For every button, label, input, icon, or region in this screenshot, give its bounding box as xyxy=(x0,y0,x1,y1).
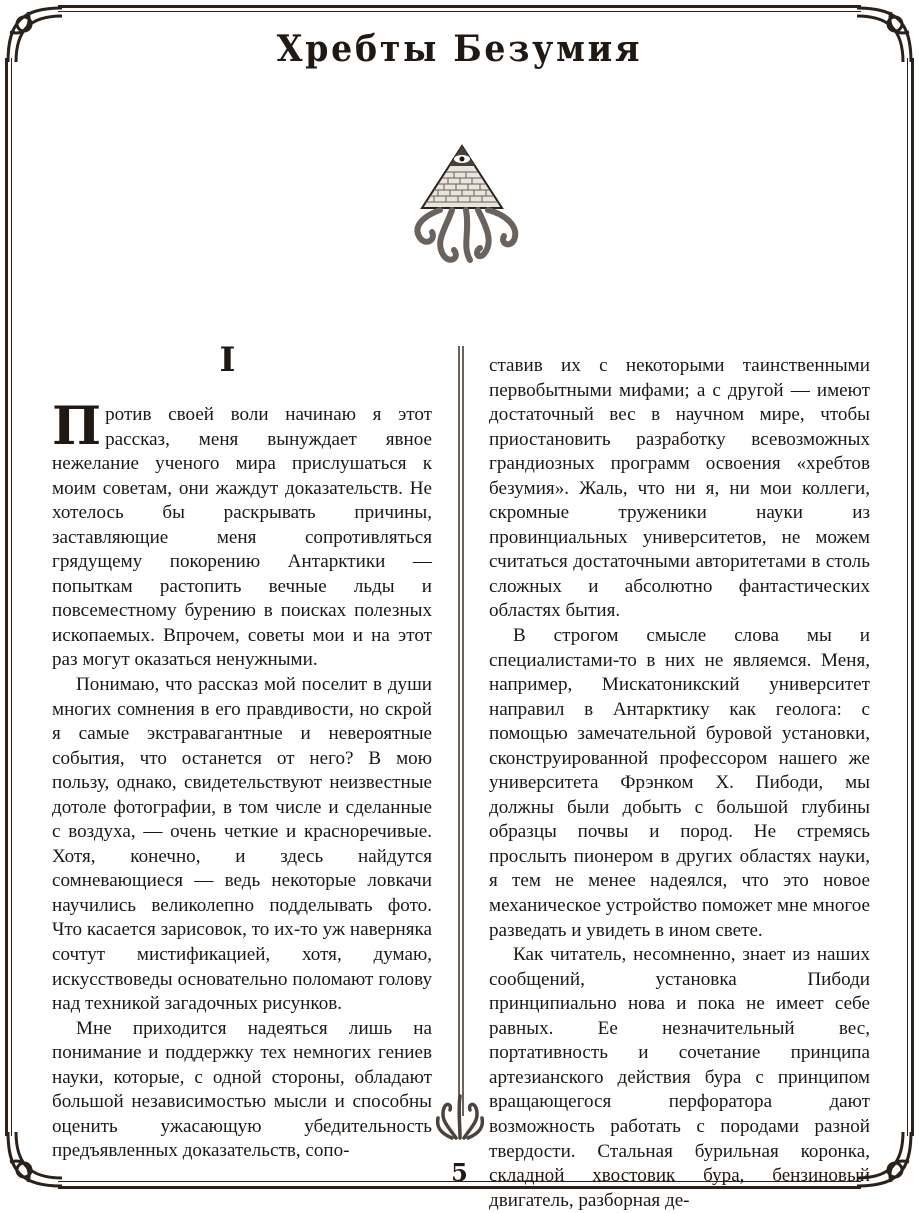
paragraph: Как читатель, несомненно, знает из наших сообщений, установка Пибоди принципиально нова и пока не имеет себе равных. Ее незначительный вес, портативность и сочетание принципа артезианского действия бура с принципом вращающегося перфоратора дают возможность работать с породами разной твердости. Стальная бурильная коронка, складной хвостовик бура, бензиновый двигатель, разборная де- xyxy=(489,944,870,1211)
chapter-number: I xyxy=(219,340,236,380)
paragraph: ставив их с некоторыми таинственными первобытными мифами; а с другой — имеют достаточный вес в научном мире, чтобы приостановить разработку всевозможных грандиозных программ освоения «хребтов безумия». Жаль, что ни я, ни мои коллеги, скромные труженики науки из провинциальных университетов, не можем считаться достаточными авторитетами в столь сложных и абсолютно фантастических областях бытия. xyxy=(489,355,870,622)
tentacles-ornament-icon xyxy=(434,1090,486,1140)
paragraph: Понимаю, что рассказ мой поселит в души многих сомнения в его правдивости, но скрой я самые экстравагантные и невероятные события, что останется от него? В мою пользу, однако, свидетельствуют неизвестные дотоле фотографии, в том числе и сделанные с воздуха, — очень четкие и красноречивые. Хотя, конечно, и здесь найдутся сомневающиеся — ведь некоторые ловкачи научились великолепно подделывать фото. Что касается зарисовок, то их-то уж наверняка сочтут мистификацией, хотя, думаю, искусствоведы основательно поломают голову над техникой загадочных рисунков. xyxy=(52,674,432,1015)
book-title: Хребты Безумия xyxy=(276,28,643,70)
frame-right-inner xyxy=(907,58,908,1136)
drop-cap: П xyxy=(52,396,102,457)
paragraph xyxy=(52,396,432,673)
paragraph: Мне приходится надеяться лишь на понимание и поддержку тех немногих гениев науки, которые, с одной стороны, обладают большой независимостью мысли и способны оценить ужасающую убедительность предъявленных доказательств, сопо- xyxy=(52,1017,432,1162)
left-column xyxy=(52,396,432,1164)
frame-left-outer xyxy=(5,58,8,1136)
paragraph: В строгом смысле слова мы и специалистами-то в них не являемся. Меня, например, Мискатоникский университет направил в Антарктику как геолога: с помощью замечательной буровой установки, сконструированной профессором нашего же университета Фрэнком Х. Пибоди, мы должны были добыть с большой глубины образцы почвы и пород. Не стремясь прослыть пионером в других областях науки, я тем не менее надеялся, что это новое механическое устройство поможет мне многое разведать и увидеть в ином свете. xyxy=(489,625,870,941)
eye-pyramid-with-tentacles-icon xyxy=(404,142,532,270)
column-divider xyxy=(457,346,465,1116)
right-column xyxy=(489,354,870,1213)
frame-top-outer xyxy=(58,5,861,8)
frame-left-inner xyxy=(11,58,12,1136)
frame-top-inner xyxy=(58,11,861,12)
page-number: 5 xyxy=(451,1158,468,1187)
paragraph-text: ротив своей воли начинаю я этот рассказ, меня вынуждает явное нежелание ученого мира прислушаться к моим советам, они жаждут доказательств. Не хотелось бы раскрывать причины, заставляющие меня сопротивляться грядущему покорению Антарктики — попыткам растопить вечные льды и повсеместному бурению в поисках полезных ископаемых. Впрочем, советы мои и на этот раз могут оказаться ненужными. xyxy=(52,404,432,671)
frame-right-outer xyxy=(911,58,914,1136)
